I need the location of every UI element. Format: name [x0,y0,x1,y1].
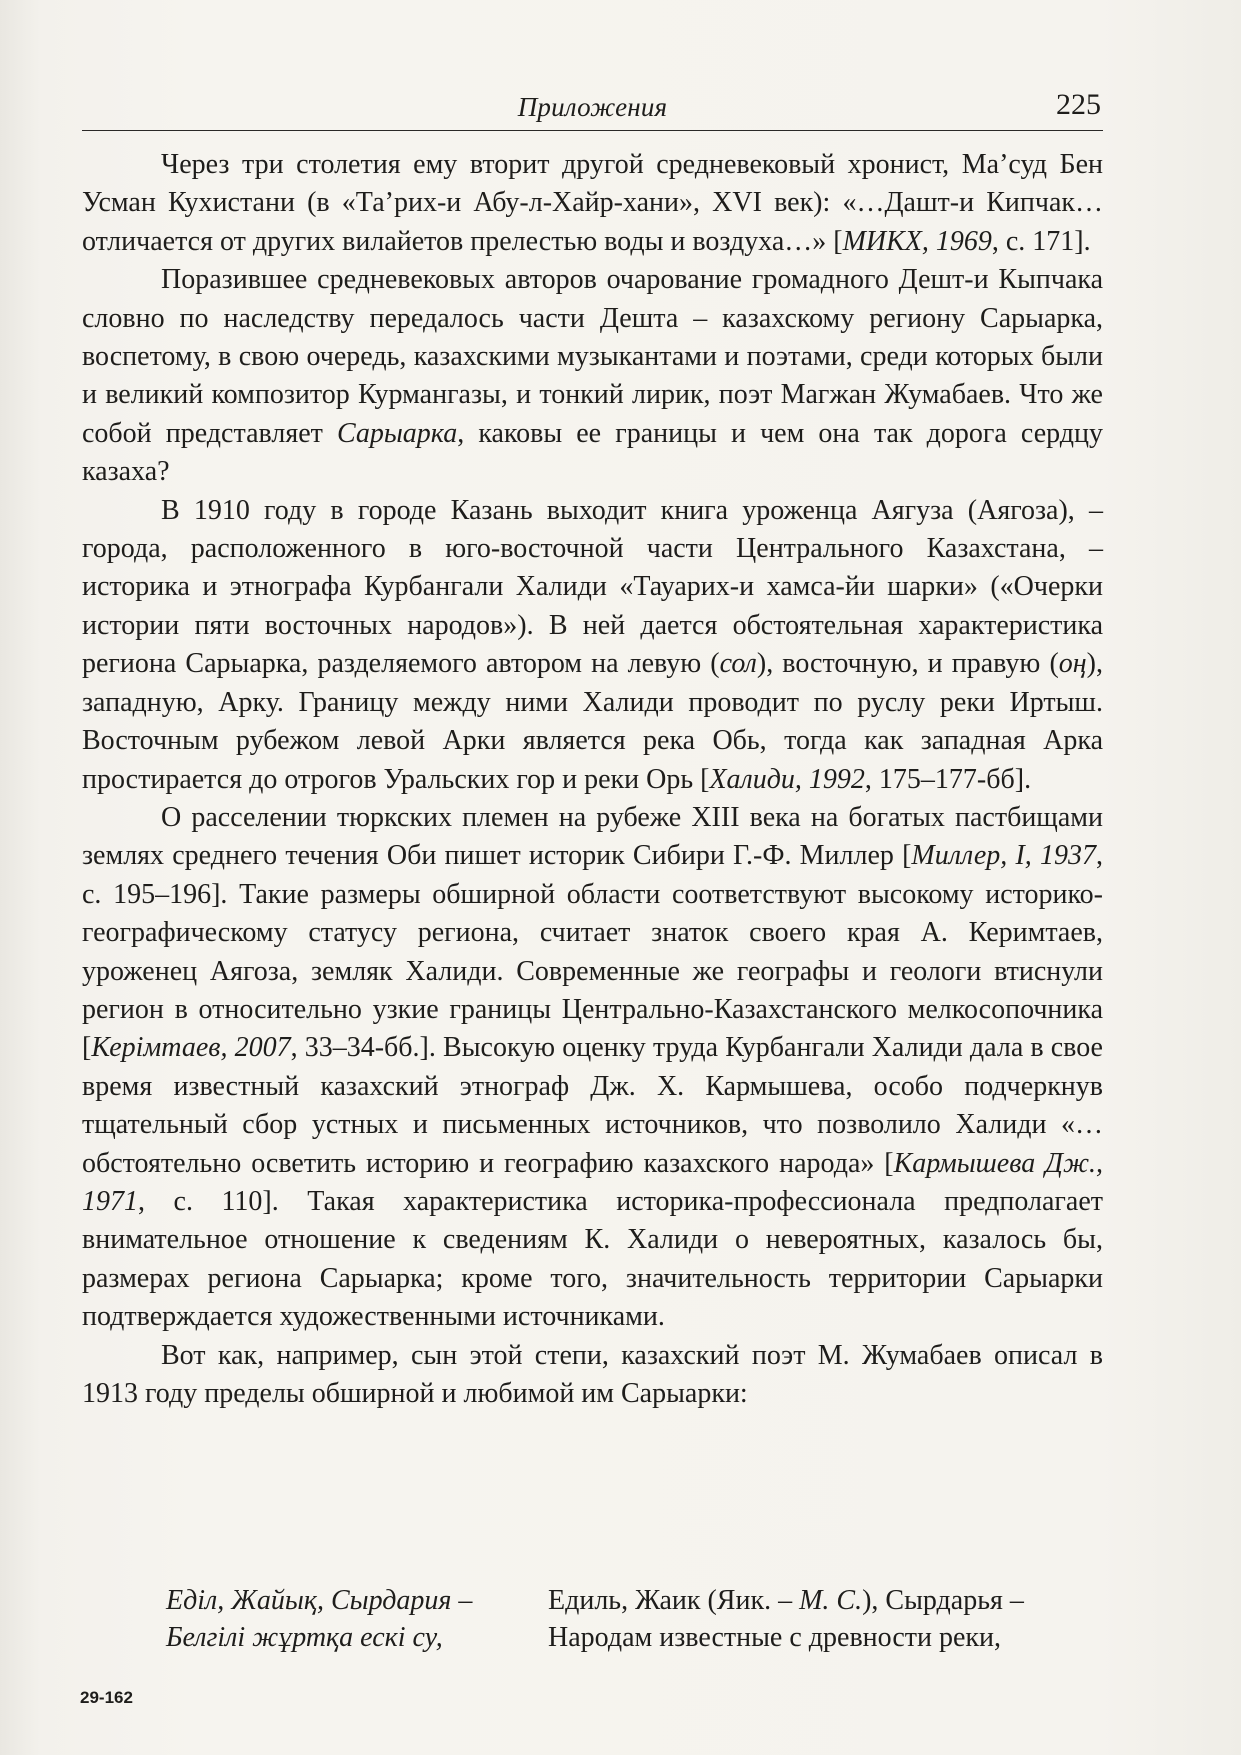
paragraph [82,492,1103,799]
verse-translation-line [548,1582,1108,1619]
text-segment: Вот как, например, сын этой степи, казахский поэт М. Жумабаев описал в 1913 году пределы обширной и любимой им Сарыарки: [82,1339,1103,1409]
text-segment: О расселении тюркских племен на рубеже XIII века на богатых пастбищами землях среднего течения Оби пишет историк Сибири Г.-Ф. Миллер [ [82,801,1103,872]
text-segment: Едиль, Жаик (Яик. – [548,1585,800,1616]
body-text [82,146,1103,1413]
text-segment: ), западную, Арку. Границу между ними Халиди проводит по руслу реки Иртыш. Восточным рубежом левой Арки является река Обь, тогда как западная Арка простирается до отрогов Уральских гор и реки Орь [ [82,648,1103,795]
paragraph [82,1337,1103,1414]
italic-citation-text: МИКХ, 1969 [842,225,992,257]
italic-citation-text: сол [719,648,757,680]
running-header-title: Приложения [517,92,668,122]
text-segment: , с. 171]. [991,225,1091,257]
text-segment: ), Сырдарья – [862,1585,1024,1616]
text-segment: Через три столетия ему вторит другой средневековый хронист, Ма’суд Бен Усман Кухистани (в «Та’рих-и Абу-л-Хайр-хани», XVI век): «…Дашт-и Кипчак… отличается от других вилайетов прелестью воды и воздуха…» [ [82,149,1103,257]
text-segment: , с. 110]. Такая характеристика историка-профессионала предполагает внимательное отношение к сведениям К. Халиди о невероятных, казалось бы, размерах региона Сарыарка; кроме того, значительность территории Сарыарки подтверждается художественными источниками. [82,1185,1103,1333]
italic-citation-text: Миллер, I, 1937 [911,840,1096,872]
italic-citation-text: Керімтаев, 2007 [91,1032,291,1064]
italic-citation-text: Кармышева Дж., 1971 [82,1147,1103,1217]
running-header [82,86,1103,131]
text-segment: В 1910 году в городе Казань выходит книга уроженца Аягуза (Аягоза), – города, расположенного в юго-восточной части Центрального Казахстана, – историка и этнографа Курбангали Халиди «Тауарих-и хамса-йи шарки» («Очерки истории пяти восточных народов»). В ней дается обстоятельная характеристика региона Сарыарка, разделяемого автором на левую ( [82,494,1103,680]
italic-citation-text: Халиди, 1992 [709,763,865,795]
italic-citation-text: оң [1058,648,1087,680]
italic-citation-text: М. С. [799,1585,863,1616]
page-number: 225 [1056,88,1101,121]
text-segment: , 33–34-бб.]. Высокую оценку труда Курбангали Халиди дала в свое время известный казахский этнограф Дж. Х. Кармышева, особо подчеркнув тщательный сбор устных и письменных источников, что позволило Халиди «…обстоятельно осветить историю и географию казахского народа» [ [82,1032,1103,1179]
text-segment: ), восточную, и правую ( [756,648,1059,680]
printer-signature-mark: 29-162 [80,1688,133,1707]
paragraph [82,261,1103,491]
verse-original-line: Белгілі жұртқа ескі су, [166,1622,443,1653]
verse-translation-line [548,1619,1108,1656]
paragraph [82,799,1103,1337]
verse-original-column [166,1582,546,1656]
text-segment: Народам известные с древности реки, [548,1622,1002,1653]
text-segment: Поразившее средневековых авторов очарование громадного Дешт-и Кыпчака словно по наследству передалось части Дешта – казахскому региону Сарыарка, воспетому, в свою очередь, казахскими музыкантами и поэтами, среди которых были и великий композитор Курмангазы, и тонкий лирик, поэт Магжан Жумабаев. Что же собой представляет [82,264,1103,449]
text-segment: , с. 195–196]. Такие размеры обширной области соответствуют высокому историко-географическому статусу региона, считает знаток своего края А. Керимтаев, уроженец Аягоза, земляк Халиди. Современные же географы и геологи втиснули регион в относительно узкие границы Центрально-Казахстанского мелкосопочника [ [82,840,1103,1064]
italic-citation-text: Сарыарка [336,417,458,449]
paragraph [82,146,1103,261]
text-segment: , 175–177-бб]. [864,763,1032,795]
verse-original-line: Еділ, Жайық, Сырдария – [166,1585,473,1616]
verse-translation-column [548,1582,1108,1656]
text-segment: , каковы ее границы и чем она так дорога сердцу казаха? [82,417,1103,488]
